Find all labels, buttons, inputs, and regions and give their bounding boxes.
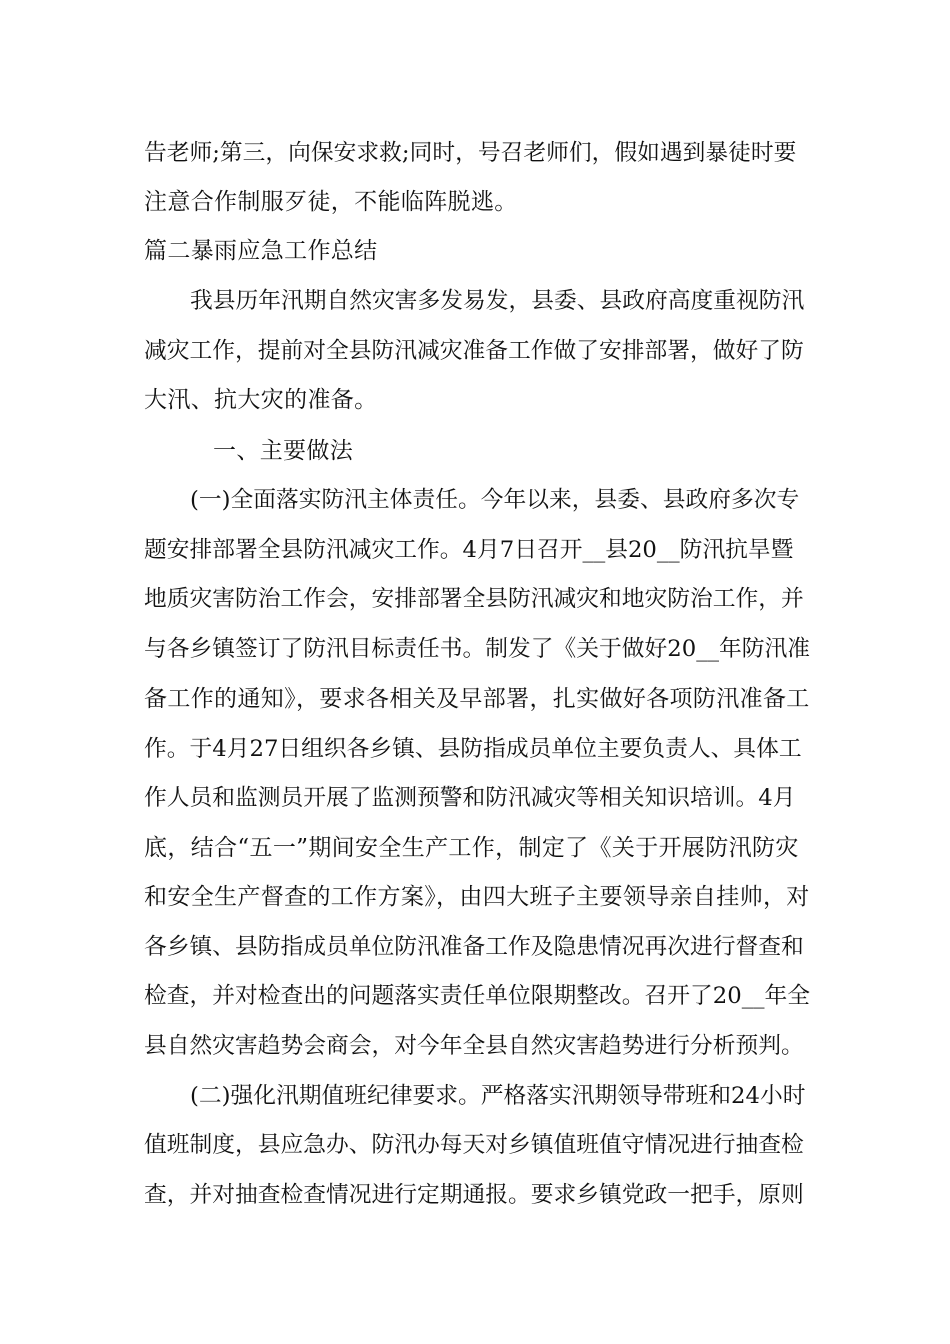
body-text-line: 和安全生产督查的工作方案》，由四大班子主要领导亲自挂帅，对: [144, 884, 810, 910]
body-text-line: 备工作的通知》，要求各相关及早部署，扎实做好各项防汛准备工: [144, 686, 810, 712]
body-text-line: 大汛、抗大灾的准备。: [144, 387, 378, 413]
body-text-line: 我县历年汛期自然灾害多发易发，县委、县政府高度重视防汛: [190, 288, 805, 314]
body-text-line: 告老师;第三，向保安求救;同时，号召老师们，假如遇到暴徒时要: [144, 140, 797, 166]
body-text-line: 检查，并对检查出的问题落实责任单位限期整改。召开了20__年全: [144, 983, 810, 1009]
body-text-line: (一)全面落实防汛主体责任。今年以来，县委、县政府多次专: [190, 487, 800, 513]
body-text-line: 与各乡镇签订了防汛目标责任书。制发了《关于做好20__年防汛准: [144, 636, 810, 662]
body-text-line: 作人员和监测员开展了监测预警和防汛减灾等相关知识培训。4月: [144, 785, 796, 811]
body-text-line: 各乡镇、县防指成员单位防汛准备工作及隐患情况再次进行督查和: [144, 934, 804, 960]
body-text-line: 作。于4月27日组织各乡镇、县防指成员单位主要负责人、具体工: [144, 736, 802, 762]
body-text-line: 题安排部署全县防汛减灾工作。4月7日召开__县20__防汛抗旱暨: [144, 537, 794, 563]
body-text-line: 地质灾害防治工作会，安排部署全县防汛减灾和地灾防治工作，并: [144, 586, 804, 612]
body-text-line: 减灾工作，提前对全县防汛减灾准备工作做了安排部署，做好了防: [144, 338, 804, 364]
body-text-line: 县自然灾害趋势会商会，对今年全县自然灾害趋势进行分析预判。: [144, 1033, 804, 1059]
body-text-line: (二)强化汛期值班纪律要求。严格落实汛期领导带班和24小时: [190, 1083, 806, 1109]
body-text-line: 查，并对抽查检查情况进行定期通报。要求乡镇党政一把手，原则: [144, 1182, 804, 1208]
section-heading: 篇二暴雨应急工作总结: [144, 238, 378, 264]
body-text-line: 注意合作制服歹徒，不能临阵脱逃。: [144, 189, 518, 215]
subsection-heading: 一、主要做法: [213, 438, 354, 464]
body-text-line: 底，结合“五一”期间安全生产工作，制定了《关于开展防汛防灾: [144, 835, 799, 861]
body-text-line: 值班制度，县应急办、防汛办每天对乡镇值班值守情况进行抽查检: [144, 1132, 804, 1158]
